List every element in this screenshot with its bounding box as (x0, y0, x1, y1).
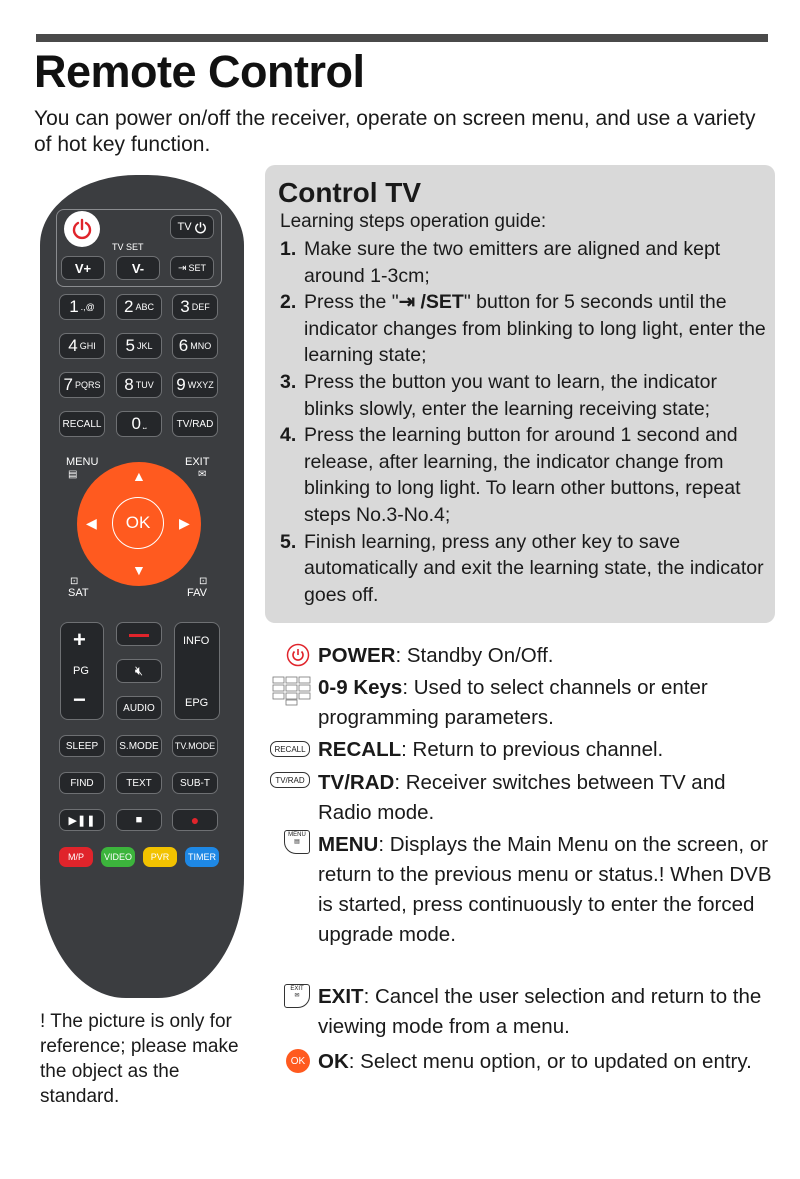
s-mode-button[interactable]: S.MODE (116, 735, 162, 757)
space-icon: ⎵ (142, 418, 147, 429)
left-arrow-icon[interactable]: ◀ (86, 515, 97, 531)
record-icon: ● (190, 812, 200, 828)
key-2[interactable]: 2 ABC (116, 294, 162, 320)
tv-mode-button[interactable]: TV.MODE (172, 735, 218, 757)
power-icon (194, 221, 207, 234)
sub-t-button[interactable]: SUB-T (172, 772, 218, 794)
exit-icon: ✉ (294, 993, 300, 999)
menu-icon: ▤ (68, 469, 78, 480)
keypad-icon (272, 676, 312, 706)
pvr-color-key[interactable]: PVR (143, 847, 177, 867)
intro-text: You can power on/off the receiver, operate on screen menu, and use a variety of hot key function. (34, 107, 756, 156)
timer-color-key[interactable]: TIMER (185, 847, 219, 867)
right-arrow-icon[interactable]: ▶ (179, 515, 190, 531)
key-7[interactable]: 7 PQRS (59, 372, 105, 398)
key-6[interactable]: 6 MNO (172, 333, 218, 359)
exit-icon: ✉ (198, 469, 207, 480)
power-icon (71, 218, 93, 240)
legend-menu: MENU: Displays the Main Menu on the screen, or return to the previous menu or status.! When DVB is started, press continuously to enter the forced upgrade mode. (318, 833, 772, 946)
sat-button[interactable]: SAT (68, 587, 89, 599)
epg-button[interactable]: EPG (185, 697, 209, 709)
key-0[interactable]: 0 ⎵ (116, 411, 162, 437)
volume-up-button[interactable]: V+ (61, 256, 105, 280)
key-3[interactable]: 3 DEF (172, 294, 218, 320)
mute-button[interactable] (116, 659, 162, 683)
play-pause-button[interactable] (59, 809, 105, 831)
key-9[interactable]: 9 WXYZ (172, 372, 218, 398)
top-rule (36, 34, 768, 42)
navigation-pad[interactable] (77, 462, 201, 586)
control-tv-panel (265, 165, 775, 623)
step-1: 1. Make sure the two emitters are aligned and kept around 1-3cm; (280, 238, 721, 287)
down-arrow-icon[interactable]: ▼ (132, 562, 146, 578)
legend-tv-rad: TV/RAD: Receiver switches between TV and Radio mode. (318, 771, 726, 824)
recall-key-icon: RECALL (270, 741, 310, 757)
volume-down-button[interactable]: V- (116, 256, 160, 280)
text-button[interactable]: TEXT (116, 772, 162, 794)
recall-button[interactable]: RECALL (59, 411, 105, 437)
stop-button[interactable] (116, 809, 162, 831)
mp-color-key[interactable]: M/P (59, 847, 93, 867)
control-tv-subheading: Learning steps operation guide: (280, 211, 547, 232)
exit-button[interactable]: EXIT (185, 456, 210, 468)
legend-power: POWER: Standby On/Off. (318, 644, 554, 667)
key-5[interactable]: 5 JKL (116, 333, 162, 359)
reference-note: ! The picture is only for reference; please make the object as the standard. (40, 1011, 239, 1107)
legend-digits: 0-9 Keys: Used to select channels or enter programming parameters. (318, 676, 708, 729)
power-icon (286, 643, 310, 667)
sleep-button[interactable]: SLEEP (59, 735, 105, 757)
ok-button[interactable]: OK (112, 497, 164, 549)
remote-control (40, 175, 244, 998)
page-title: Remote Control (34, 46, 365, 97)
mute-icon: 🔇︎ (134, 663, 144, 678)
info-button[interactable]: INFO (183, 635, 210, 647)
tv-power-button[interactable]: TV (170, 215, 214, 239)
step-2: 2. Press the "⇥ /SET" button for 5 seconds until the indicator changes from blinking to long light, enter the learning state; (280, 291, 766, 367)
tv-rad-button[interactable]: TV/RAD (172, 411, 218, 437)
pg-label: PG (73, 665, 89, 677)
learning-steps (280, 236, 770, 608)
find-button[interactable]: FIND (59, 772, 105, 794)
stop-icon: ■ (135, 814, 143, 826)
fav-button[interactable]: FAV (187, 587, 207, 599)
legend-exit: EXIT: Cancel the user selection and return to the viewing mode from a menu. (318, 985, 762, 1038)
key-1[interactable]: 1 .,@ (59, 294, 105, 320)
play-pause-icon: ▶❚❚ (68, 814, 96, 827)
step-5: 5. Finish learning, press any other key to save automatically and exit the learning state, the indicator goes off. (280, 530, 764, 606)
step-3: 3. Press the button you want to learn, the indicator blinks slowly, enter the learning receiving state; (280, 370, 717, 420)
video-color-key[interactable]: VIDEO (101, 847, 135, 867)
tv-set-label: TV SET (112, 242, 144, 252)
menu-icon: ▤ (294, 839, 300, 845)
page-down-icon[interactable]: − (73, 687, 86, 712)
key-8[interactable]: 8 TUV (116, 372, 162, 398)
menu-button[interactable]: MENU (66, 456, 99, 468)
control-tv-heading: Control TV (278, 177, 422, 208)
menu-key-icon: MENU ▤ (284, 830, 310, 854)
red-key-button[interactable]: ▬▬ (116, 622, 162, 646)
info-epg-group (174, 622, 220, 720)
up-arrow-icon[interactable]: ▲ (132, 468, 146, 484)
audio-button[interactable]: AUDIO (116, 696, 162, 720)
set-button[interactable]: ⇥ SET (170, 256, 214, 280)
legend-recall: RECALL: Return to previous channel. (318, 738, 664, 761)
input-icon: ⇥ (398, 291, 416, 314)
exit-key-icon: EXIT ✉ (284, 984, 310, 1008)
legend-ok: OK: Select menu option, or to updated on entry. (318, 1050, 752, 1073)
ok-key-icon: OK (286, 1049, 310, 1073)
page-rocker[interactable] (60, 622, 104, 720)
fav-icon: ⊡ (199, 576, 208, 587)
key-4[interactable]: 4 GHI (59, 333, 105, 359)
step-4: 4. Press the learning button for around 1 second and release, after learning, the indicator change from blinking to long light. To learn other buttons, repeat steps No.3-No.4; (280, 424, 741, 526)
sat-icon: ⊡ (70, 576, 79, 587)
input-icon: ⇥ (178, 262, 187, 274)
page-up-icon[interactable]: + (73, 627, 86, 652)
power-button[interactable] (64, 211, 100, 247)
tv-rad-key-icon: TV/RAD (270, 772, 310, 788)
record-button[interactable] (172, 809, 218, 831)
